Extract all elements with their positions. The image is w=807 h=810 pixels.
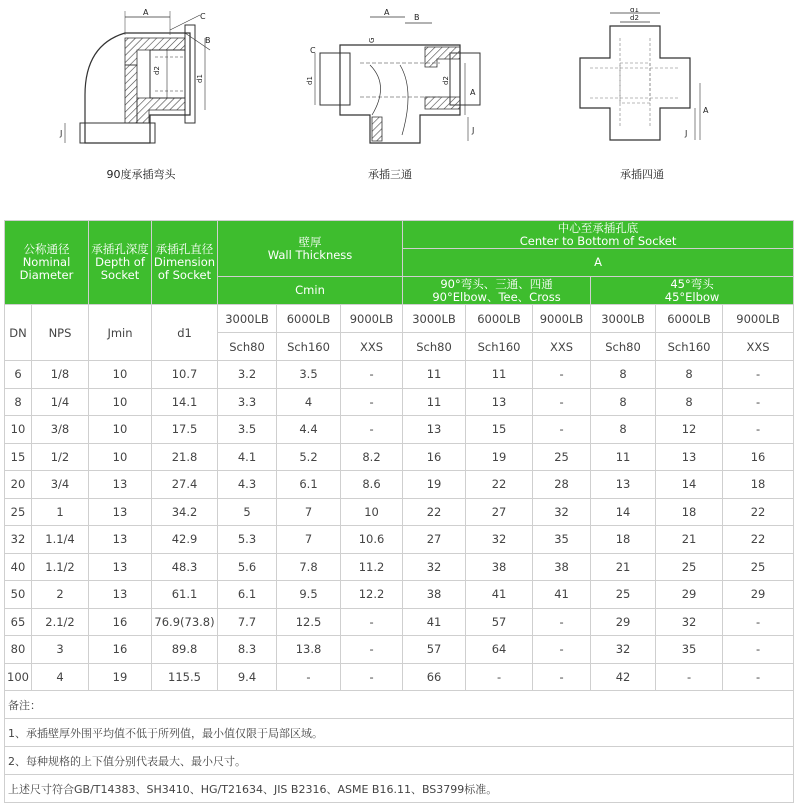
table-cell: 32 <box>533 498 591 526</box>
cross-caption: 承插四通 <box>620 168 664 181</box>
schedule-cell: Sch80 <box>591 333 656 361</box>
note-row <box>5 775 794 803</box>
table-cell: 1.1/4 <box>32 526 89 554</box>
table-cell: 66 <box>403 663 466 691</box>
table-cell: 8.6 <box>341 471 403 499</box>
table-cell: 48.3 <box>152 553 218 581</box>
table-cell: 42 <box>591 663 656 691</box>
table-cell: 25 <box>591 581 656 609</box>
table-cell: - <box>533 663 591 691</box>
table-cell: 1/8 <box>32 361 89 389</box>
table-cell: 89.8 <box>152 636 218 664</box>
schedule-cell: Sch160 <box>656 333 723 361</box>
table-cell: 4 <box>277 388 341 416</box>
table-cell: 32 <box>5 526 32 554</box>
table-cell: 8 <box>5 388 32 416</box>
table-cell: 4.4 <box>277 416 341 444</box>
table-cell: 2 <box>32 581 89 609</box>
notes <box>5 691 794 803</box>
table-cell: 8.2 <box>341 443 403 471</box>
tee-label-d2: d2 <box>442 76 450 85</box>
table-cell: 3/4 <box>32 471 89 499</box>
header-depth: 承插孔深度 Depth of Socket <box>89 221 152 305</box>
table-cell: 29 <box>656 581 723 609</box>
table-cell: 10 <box>5 416 32 444</box>
table-cell: 10 <box>89 416 152 444</box>
elbow-drawing <box>55 5 225 155</box>
table-cell: - <box>723 608 794 636</box>
table-cell: 16 <box>403 443 466 471</box>
tee-caption: 承插三通 <box>368 168 412 181</box>
schedule-cell: Sch160 <box>277 333 341 361</box>
table-cell: 28 <box>533 471 591 499</box>
table-cell: - <box>341 636 403 664</box>
header-nominal: 公称通径 Nominal Diameter <box>5 221 89 305</box>
table-cell: 25 <box>723 553 794 581</box>
table-cell: 14.1 <box>152 388 218 416</box>
table-cell: 8 <box>591 388 656 416</box>
schedule-cell: Sch160 <box>466 333 533 361</box>
note-text: 上述尺寸符合GB/T14383、SH3410、HG/T21634、JIS B2316、ASME B16.11、BS3799标准。 <box>5 775 794 803</box>
header-cmin: Cmin <box>218 277 403 305</box>
table-cell: 27 <box>403 526 466 554</box>
elbow-label-a: A <box>143 8 149 17</box>
table-cell: 25 <box>656 553 723 581</box>
table-cell: 32 <box>656 608 723 636</box>
schedule-cell: Sch80 <box>218 333 277 361</box>
class-cell: 3000LB <box>403 305 466 333</box>
note-row <box>5 719 794 747</box>
table-cell: 4 <box>32 663 89 691</box>
table-cell: 64 <box>466 636 533 664</box>
note-row <box>5 747 794 775</box>
table-cell: 1 <box>32 498 89 526</box>
class-cell: 9000LB <box>723 305 794 333</box>
table-cell: 18 <box>656 498 723 526</box>
table-cell: 13 <box>403 416 466 444</box>
table-cell: - <box>533 416 591 444</box>
table-cell: 13.8 <box>277 636 341 664</box>
note-row <box>5 691 794 719</box>
table-cell: 14 <box>591 498 656 526</box>
tee-label-g: G <box>368 37 376 43</box>
header-dimension: 承插孔直径 Dimension of Socket <box>152 221 218 305</box>
table-cell: 14 <box>656 471 723 499</box>
header-nps: NPS <box>32 305 89 361</box>
table-cell: 65 <box>5 608 32 636</box>
table-cell: 1.1/2 <box>32 553 89 581</box>
table-cell: 5.6 <box>218 553 277 581</box>
table-cell: 13 <box>466 388 533 416</box>
header-center: 中心至承插孔底 Center to Bottom of Socket <box>403 221 794 249</box>
table-cell: 7.7 <box>218 608 277 636</box>
table-row <box>5 443 794 471</box>
schedule-cell: XXS <box>533 333 591 361</box>
schedule-cell: Sch80 <box>403 333 466 361</box>
elbow-label-c: C <box>200 12 206 21</box>
table-cell: 19 <box>466 443 533 471</box>
table-cell: 25 <box>533 443 591 471</box>
header-row-1 <box>5 221 794 249</box>
table-cell: 19 <box>89 663 152 691</box>
table-cell: 6 <box>5 361 32 389</box>
table-cell: 35 <box>533 526 591 554</box>
table-cell: - <box>341 608 403 636</box>
table-cell: 3/8 <box>32 416 89 444</box>
class-cell: 9000LB <box>341 305 403 333</box>
table-cell: 17.5 <box>152 416 218 444</box>
table-cell: 50 <box>5 581 32 609</box>
table-cell: 13 <box>89 498 152 526</box>
elbow-label-b: B <box>205 36 211 45</box>
table-cell: 57 <box>466 608 533 636</box>
table-cell: 40 <box>5 553 32 581</box>
table-cell: 29 <box>591 608 656 636</box>
table-cell: 7 <box>277 526 341 554</box>
table-cell: 18 <box>723 471 794 499</box>
class-cell: 3000LB <box>218 305 277 333</box>
table-cell: 11 <box>591 443 656 471</box>
tee-drawing <box>300 5 490 155</box>
table-cell: 115.5 <box>152 663 218 691</box>
table-cell: 38 <box>466 553 533 581</box>
table-cell: 20 <box>5 471 32 499</box>
table-cell: 41 <box>403 608 466 636</box>
class-cell: 6000LB <box>656 305 723 333</box>
table-cell: 2.1/2 <box>32 608 89 636</box>
table-cell: 10 <box>89 443 152 471</box>
table-cell: 42.9 <box>152 526 218 554</box>
table-cell: 12.2 <box>341 581 403 609</box>
table-cell: 100 <box>5 663 32 691</box>
table-cell: 22 <box>723 498 794 526</box>
table-cell: 16 <box>89 636 152 664</box>
header-jmin: Jmin <box>89 305 152 361</box>
table-cell: 9.4 <box>218 663 277 691</box>
table-cell: 76.9(73.8) <box>152 608 218 636</box>
drawings-area <box>0 0 807 215</box>
table-cell: 38 <box>403 581 466 609</box>
table-cell: 3.3 <box>218 388 277 416</box>
table-cell: 32 <box>466 526 533 554</box>
table-cell: - <box>533 608 591 636</box>
schedule-cell: XXS <box>723 333 794 361</box>
note-text: 1、承插壁厚外围平均值不低于所列值，最小值仅限于局部区域。 <box>5 719 794 747</box>
table-cell: 10 <box>89 388 152 416</box>
table-cell: 5 <box>218 498 277 526</box>
table-row <box>5 526 794 554</box>
tee-label-a: A <box>384 8 390 17</box>
table-cell: 13 <box>89 471 152 499</box>
table-cell: 27.4 <box>152 471 218 499</box>
schedule-cell: XXS <box>341 333 403 361</box>
table-cell: 8 <box>591 416 656 444</box>
table-cell: 5.2 <box>277 443 341 471</box>
table-cell: 5.3 <box>218 526 277 554</box>
table-cell: 4.1 <box>218 443 277 471</box>
class-cell: 6000LB <box>277 305 341 333</box>
table-cell: 27 <box>466 498 533 526</box>
table-cell: 57 <box>403 636 466 664</box>
table-cell: 21 <box>591 553 656 581</box>
note-text: 备注： <box>5 691 794 719</box>
cross-label-d1: d1 <box>630 8 639 14</box>
table-cell: 3 <box>32 636 89 664</box>
table-cell: 3.2 <box>218 361 277 389</box>
table-row <box>5 553 794 581</box>
table-cell: 7 <box>277 498 341 526</box>
tee-label-d1: d1 <box>306 76 314 85</box>
table-cell: - <box>723 416 794 444</box>
table-cell: 11 <box>403 361 466 389</box>
elbow-label-j: J <box>60 129 63 138</box>
table-cell: 41 <box>466 581 533 609</box>
table-cell: 9.5 <box>277 581 341 609</box>
table-cell: 12 <box>656 416 723 444</box>
table-cell: 11 <box>466 361 533 389</box>
class-cell: 6000LB <box>466 305 533 333</box>
table-row <box>5 608 794 636</box>
table-cell: - <box>723 636 794 664</box>
table-cell: 3.5 <box>218 416 277 444</box>
table-cell: - <box>723 388 794 416</box>
cross-label-d2: d2 <box>630 14 639 22</box>
table-cell: 11 <box>403 388 466 416</box>
table-cell: 80 <box>5 636 32 664</box>
tee-label-a2: A <box>470 88 476 97</box>
table-cell: 32 <box>403 553 466 581</box>
table-cell: 3.5 <box>277 361 341 389</box>
table-cell: 11.2 <box>341 553 403 581</box>
table-cell: 6.1 <box>277 471 341 499</box>
header-dn: DN <box>5 305 32 361</box>
table-cell: 12.5 <box>277 608 341 636</box>
table-cell: - <box>656 663 723 691</box>
cross-label-j: J <box>685 129 688 138</box>
table-cell: - <box>533 388 591 416</box>
table-cell: - <box>277 663 341 691</box>
table-cell: 25 <box>5 498 32 526</box>
table-cell: 10 <box>341 498 403 526</box>
class-cell: 3000LB <box>591 305 656 333</box>
table-cell: 8.3 <box>218 636 277 664</box>
table-cell: - <box>341 663 403 691</box>
table-cell: - <box>341 416 403 444</box>
table-cell: 22 <box>403 498 466 526</box>
data-rows <box>5 361 794 691</box>
table-cell: - <box>341 361 403 389</box>
table-cell: 16 <box>723 443 794 471</box>
table-cell: - <box>723 361 794 389</box>
table-row <box>5 663 794 691</box>
table-cell: 1/4 <box>32 388 89 416</box>
table-cell: 13 <box>591 471 656 499</box>
elbow-label-d1: d1 <box>196 74 204 83</box>
table-cell: 18 <box>591 526 656 554</box>
tee-label-b: B <box>414 13 420 22</box>
table-cell: 10.6 <box>341 526 403 554</box>
table-cell: 8 <box>656 388 723 416</box>
table-row <box>5 416 794 444</box>
table-cell: 10.7 <box>152 361 218 389</box>
table-cell: 15 <box>5 443 32 471</box>
elbow-caption: 90度承插弯头 <box>106 168 176 181</box>
table-row <box>5 361 794 389</box>
table-cell: 13 <box>89 553 152 581</box>
cross-label-a: A <box>703 106 709 115</box>
table-cell: 22 <box>723 526 794 554</box>
table-cell: 22 <box>466 471 533 499</box>
table-cell: 10 <box>89 361 152 389</box>
table-cell: 34.2 <box>152 498 218 526</box>
class-row <box>5 305 794 333</box>
table-row <box>5 388 794 416</box>
table-cell: 21 <box>656 526 723 554</box>
table-row <box>5 498 794 526</box>
table-cell: - <box>533 361 591 389</box>
table-cell: 35 <box>656 636 723 664</box>
table-cell: 19 <box>403 471 466 499</box>
table-cell: 38 <box>533 553 591 581</box>
table-cell: 8 <box>591 361 656 389</box>
header-wall-thickness: 壁厚 Wall Thickness <box>218 221 403 277</box>
table-cell: 7.8 <box>277 553 341 581</box>
tee-label-c: C <box>310 46 316 55</box>
table-cell: - <box>341 388 403 416</box>
table-cell: 1/2 <box>32 443 89 471</box>
table-cell: 21.8 <box>152 443 218 471</box>
table-cell: 13 <box>89 526 152 554</box>
table-row <box>5 636 794 664</box>
table-cell: 61.1 <box>152 581 218 609</box>
header-elbow90: 90°弯头、三通、四通 90°Elbow、Tee、Cross <box>403 277 591 305</box>
header-center-a: A <box>403 249 794 277</box>
spec-table <box>4 220 794 803</box>
table-cell: - <box>466 663 533 691</box>
table-cell: 29 <box>723 581 794 609</box>
table-cell: 41 <box>533 581 591 609</box>
table-cell: 4.3 <box>218 471 277 499</box>
tee-label-j: J <box>472 126 475 135</box>
table-cell: 16 <box>89 608 152 636</box>
class-cell: 9000LB <box>533 305 591 333</box>
table-cell: - <box>533 636 591 664</box>
table-cell: 8 <box>656 361 723 389</box>
cross-drawing <box>575 8 715 158</box>
header-d1: d1 <box>152 305 218 361</box>
table-cell: 32 <box>591 636 656 664</box>
table-cell: 13 <box>656 443 723 471</box>
table-cell: 6.1 <box>218 581 277 609</box>
note-text: 2、每种规格的上下值分别代表最大、最小尺寸。 <box>5 747 794 775</box>
elbow-label-d2: d2 <box>153 66 161 75</box>
table-cell: - <box>723 663 794 691</box>
table-cell: 15 <box>466 416 533 444</box>
header-elbow45: 45°弯头 45°Elbow <box>591 277 794 305</box>
table-row <box>5 581 794 609</box>
table-row <box>5 471 794 499</box>
table-cell: 13 <box>89 581 152 609</box>
